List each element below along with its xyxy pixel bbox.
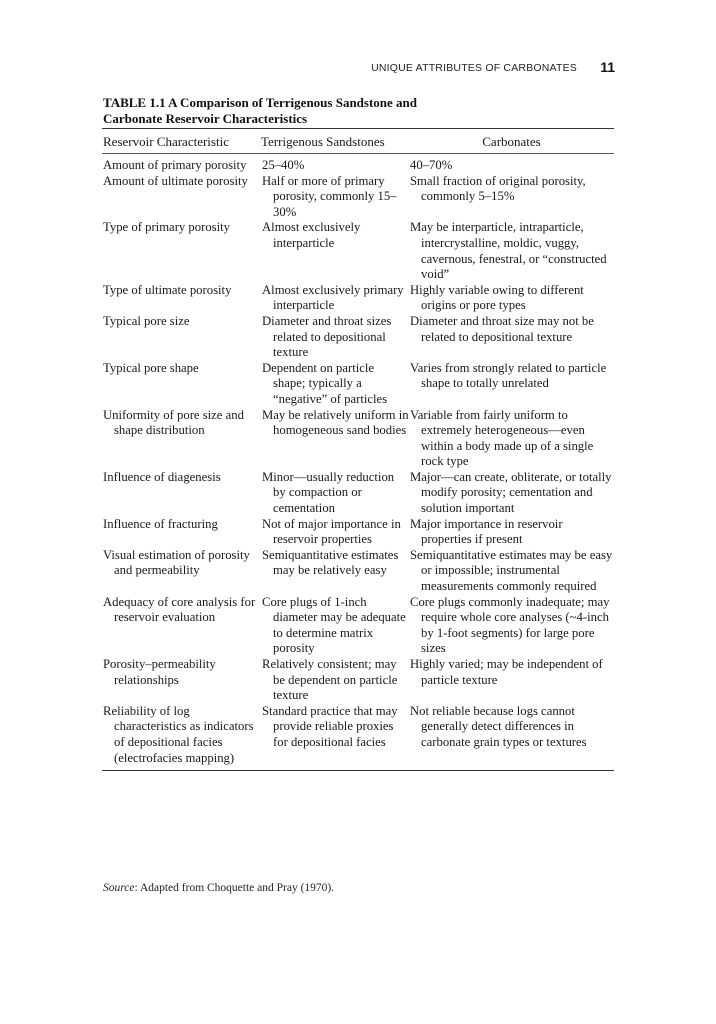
table-row — [102, 314, 614, 361]
cell-carbonates: Major—can create, obliterate, or totally modify porosity; cementation and solution important — [410, 469, 612, 516]
cell-sandstones: Almost exclusively interparticle — [262, 220, 361, 250]
cell-carbonates: Diameter and throat size may not be related to depositional texture — [410, 313, 594, 344]
table-row — [102, 283, 614, 314]
cell-sandstones: Relatively consistent; may be dependent on particle texture — [262, 657, 398, 703]
cell-characteristic: Adequacy of core analysis for reservoir evaluation — [103, 594, 256, 625]
running-head — [0, 59, 716, 80]
running-head-title: UNIQUE ATTRIBUTES OF CARBONATES — [371, 62, 577, 74]
cell-carbonates: Semiquantitative estimates may be easy or impossible; instrumental measurements commonly required — [410, 547, 613, 594]
cell-carbonates: Not reliable because logs cannot generally detect differences in carbonate grain types or textures — [410, 703, 587, 749]
column-header-characteristic: Reservoir Characteristic — [103, 134, 229, 149]
cell-characteristic: Amount of ultimate porosity — [103, 173, 248, 188]
source-text: : Adapted from Choquette and Pray (1970). — [134, 882, 335, 894]
cell-sandstones: May be relatively uniform in homogeneous sand bodies — [262, 407, 409, 438]
cell-sandstones: Semiquantitative estimates may be relatively easy — [262, 547, 399, 578]
cell-sandstones: Half or more of primary porosity, commonly 15–30% — [262, 173, 397, 219]
cell-sandstones: Diameter and throat sizes related to depositional texture — [262, 313, 392, 360]
table-row — [102, 408, 614, 470]
table-row — [102, 548, 614, 595]
cell-characteristic: Type of ultimate porosity — [103, 282, 232, 297]
table-source-note — [103, 882, 334, 894]
table-caption-line-2: Carbonate Reservoir Characteristics — [103, 111, 308, 126]
cell-sandstones: Almost exclusively primary interparticle — [262, 282, 404, 313]
column-header-sandstones: Terrigenous Sandstones — [261, 134, 385, 149]
table-row — [102, 361, 614, 408]
table-row — [102, 595, 614, 657]
cell-characteristic: Influence of diagenesis — [103, 469, 221, 484]
comparison-table — [102, 128, 614, 771]
cell-carbonates: Variable from fairly uniform to extremely heterogeneous—even within a body made up of a single rock type — [410, 407, 594, 469]
cell-carbonates: Highly varied; may be independent of particle texture — [410, 657, 603, 687]
cell-carbonates: Small fraction of original porosity, commonly 5–15% — [410, 173, 586, 204]
cell-sandstones: Core plugs of 1-inch diameter may be adequate to determine matrix porosity — [262, 594, 406, 656]
table-row — [102, 220, 614, 282]
table-row — [102, 470, 614, 517]
cell-carbonates: Varies from strongly related to particle shape to totally unrelated — [410, 360, 607, 391]
table-row — [102, 158, 614, 174]
cell-carbonates: May be interparticle, intraparticle, intercrystalline, moldic, vuggy, cavernous, fenestral, or “constructed void” — [410, 220, 607, 282]
cell-characteristic: Type of primary porosity — [103, 220, 231, 235]
table-bottom-rule — [102, 770, 614, 771]
table-header-row — [102, 129, 614, 153]
table-row — [102, 517, 614, 548]
cell-characteristic: Typical pore shape — [103, 360, 199, 375]
cell-carbonates: 40–70% — [410, 158, 453, 172]
table-row — [102, 657, 614, 704]
cell-characteristic: Influence of fracturing — [103, 516, 218, 531]
table-caption — [103, 95, 623, 127]
cell-characteristic: Amount of primary porosity — [103, 158, 247, 172]
cell-sandstones: Not of major importance in reservoir properties — [262, 516, 401, 547]
cell-characteristic: Typical pore size — [103, 313, 190, 328]
table-body — [102, 154, 614, 770]
cell-sandstones: 25–40% — [262, 158, 305, 172]
column-header-carbonates: Carbonates — [482, 134, 541, 149]
page-number: 11 — [600, 59, 615, 75]
cell-characteristic: Reliability of log characteristics as indicators of depositional facies (electrofacies mapping) — [103, 703, 254, 765]
cell-characteristic: Visual estimation of porosity and permeability — [103, 547, 250, 578]
cell-characteristic: Porosity–permeability relationships — [103, 657, 216, 687]
cell-carbonates: Major importance in reservoir properties if present — [410, 516, 563, 547]
table-caption-line-1: TABLE 1.1 A Comparison of Terrigenous Sandstone and — [103, 95, 417, 110]
source-label: Source — [103, 882, 135, 894]
table-row — [102, 704, 614, 766]
cell-carbonates: Highly variable owing to different origins or pore types — [410, 282, 584, 313]
cell-sandstones: Dependent on particle shape; typically a “negative” of particles — [262, 360, 388, 406]
cell-carbonates: Core plugs commonly inadequate; may require whole core analyses (~4-inch by 1-foot segments) for large pore sizes — [410, 594, 610, 656]
cell-sandstones: Minor—usually reduction by compaction or cementation — [262, 469, 395, 516]
cell-sandstones: Standard practice that may provide reliable proxies for depositional facies — [262, 703, 398, 749]
cell-characteristic: Uniformity of pore size and shape distribution — [103, 407, 244, 438]
table-row — [102, 174, 614, 221]
